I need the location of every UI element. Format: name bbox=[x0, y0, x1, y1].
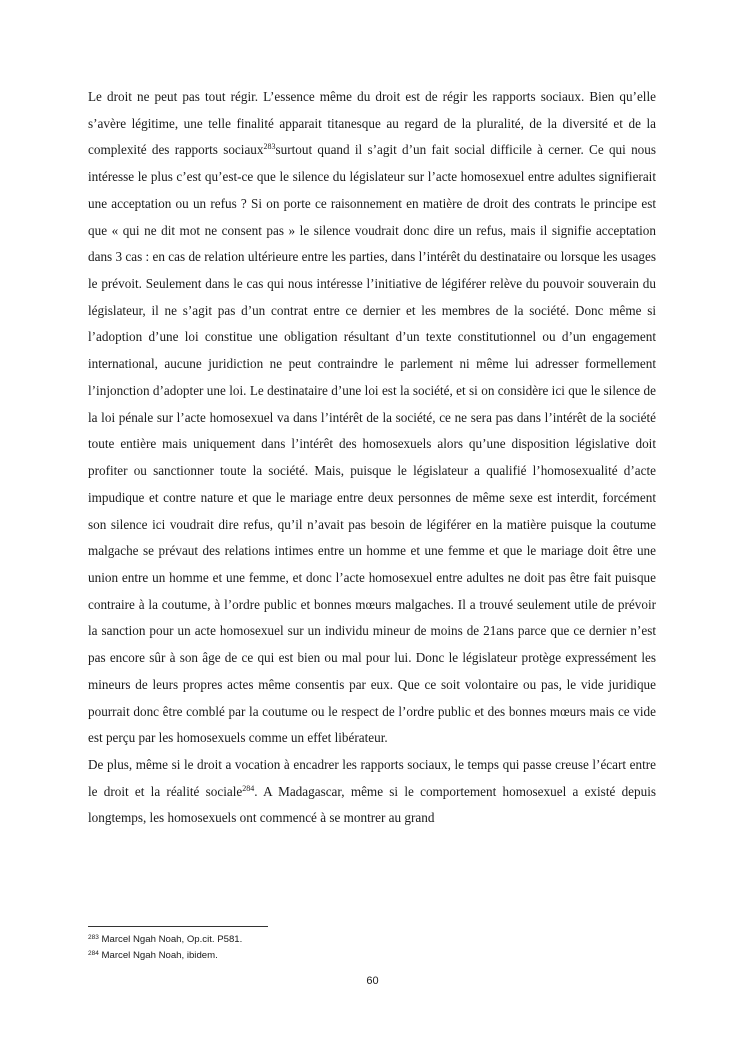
footnote bbox=[88, 948, 656, 964]
paragraph bbox=[88, 752, 656, 832]
footnote-reference: 284 bbox=[242, 783, 255, 793]
footnote-text: Marcel Ngah Noah, Op.cit. P581. bbox=[98, 934, 243, 945]
page-number: 60 bbox=[366, 975, 379, 987]
paragraph-text: . A Madagascar, même si le comportement homosexuel a existé depuis longtemps, les homosexuels ont commencé à se montrer au grand bbox=[88, 783, 657, 826]
paragraph-text: Le droit ne peut pas tout régir. L’essence même du droit est de régir les rapports sociaux. Bien qu’elle s’avère légitime, une telle finalité apparait titanesque au regard de la pluralité, de la diversité et de la complexité des rapports sociaux bbox=[88, 89, 656, 158]
footnote bbox=[88, 932, 656, 948]
paragraph bbox=[88, 84, 656, 752]
footnotes bbox=[88, 932, 656, 964]
body-text bbox=[88, 84, 656, 832]
footnote-separator bbox=[88, 926, 268, 927]
footnote-number: 283 bbox=[88, 934, 99, 941]
paragraph-text: De plus, même si le droit a vocation à encadrer les rapports sociaux, le temps qui passe creuse l’écart entre le droit et la réalité sociale bbox=[88, 756, 656, 799]
paragraph-text: surtout quand il s’agit d’un fait social difficile à cerner. Ce qui nous intéresse le plus c’est qu’est-ce que le silence du législateur sur l’acte homosexuel entre adultes signifierait une acceptation ou un refus ? Si on porte ce raisonnement en matière de droit des contrats le principe est que « qui ne dit mot ne consent pas » le silence voudrait donc dire un refus, mais il signifie acceptation dans 3 cas : en cas de relation ultérieure entre les parties, dans l’intérêt du destinataire ou lorsque les usages le prévoit. Seulement dans le cas qui nous intéresse l’initiative de légiférer relève du pouvoir souverain du législateur, il ne s’agit pas d’un contrat entre ce dernier et les membres de la société. Donc même si l’adoption d’une loi constitue une obligation résultant d’un texte constitutionnel ou d’un engagement international, aucune juridiction ne peut contraindre le parlement ni même lui adresser formellement l’injonction d’adopter une loi. Le destinataire d’une loi est la société, et si on considère ici que le silence de la loi pénale sur l’acte homosexuel va dans l’intérêt de la société, ce ne sera pas dans l’intérêt de la société toute entière mais uniquement dans l’intérêt des homosexuels alors qu’une disposition législative doit profiter ou sanctionner toute la société. Mais, puisque le législateur a qualifié l’homosexualité d’acte impudique et contre nature et que le mariage entre deux personnes de même sexe est interdit, forcément son silence ici voudrait dire refus, qu’il n’avait pas besoin de légiférer en la matière puisque la coutume malgache se prévaut des relations intimes entre un homme et une femme et que le mariage doit être une union entre un homme et une femme, et donc l’acte homosexuel entre adultes ne doit pas être fait puisque contraire à la coutume, à l’ordre public et bonnes mœurs malgaches. Il a trouvé seulement utile de prévoir la sanction pour un acte homosexuel sur un individu mineur de moins de 21ans parce que ce dernier n’est pas encore sûr à son âge de ce qui est bien ou mal pour lui. Donc le législateur protège expressément les mineurs de leurs propres actes même consentis par eux. Que ce soit volontaire ou pas, le vide juridique pourrait donc être comblé par la coutume ou le respect de l’ordre public et des bonnes mœurs mais ce vide est perçu par les homosexuels comme un effet libérateur. bbox=[88, 142, 656, 746]
footnote-text: Marcel Ngah Noah, ibidem. bbox=[98, 950, 218, 961]
footnote-number: 284 bbox=[88, 950, 99, 957]
footnote-reference: 283 bbox=[263, 142, 276, 152]
